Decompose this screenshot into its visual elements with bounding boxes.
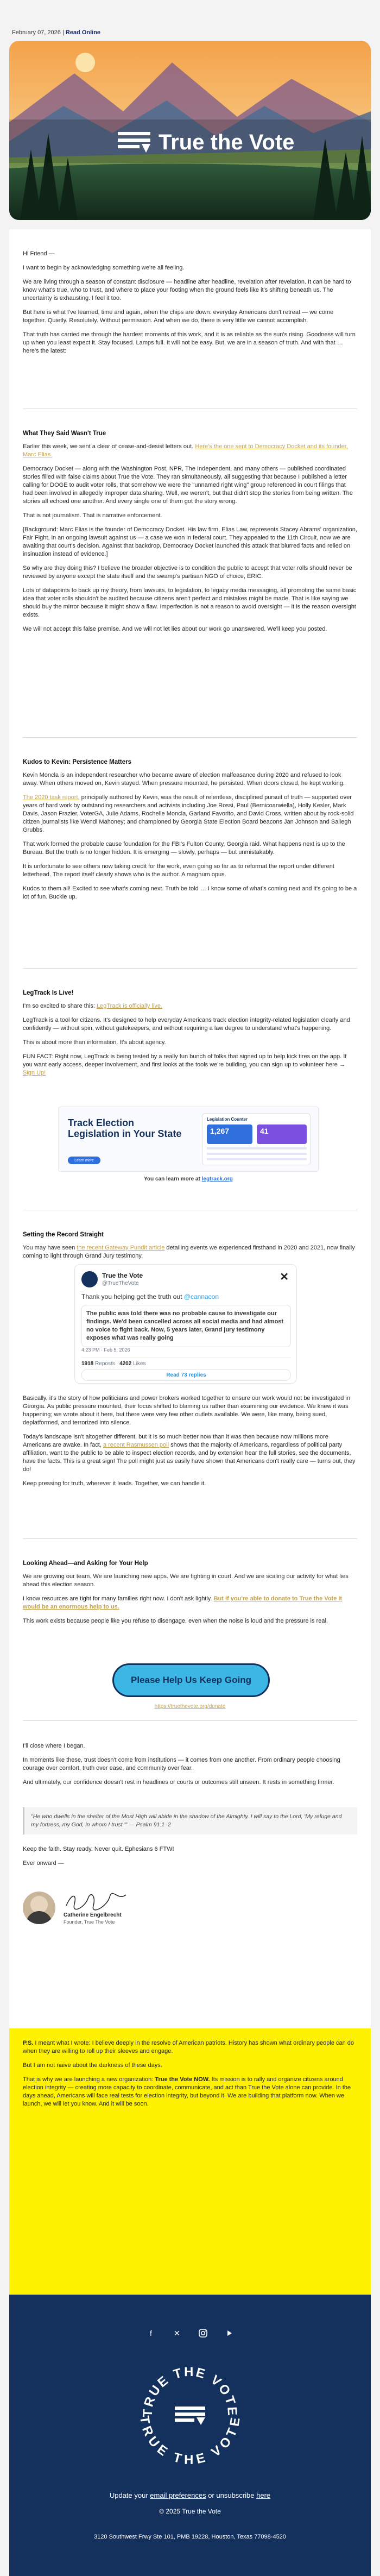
ad-row bbox=[207, 1158, 307, 1160]
intro-section: Hi Friend — I want to begin by acknowledging something we're all feeling. We are living through a season of constant disclosure — headline after headline, revelation after revelation. It can be hard to know what's true, who to trust, and where to place your footing when the ground feels like it's shifting beneath us. The uncertainty is exhausting. I feel it too. But here is what I've learned, time and again, when the chips are down: everyday Americans don't retreat — we come together. Quietly. Resolutely. Without permission. And when we do, there is very little we cannot accomplish. That truth has carried me through the hardest moments of this work, and it is as reliable as the sun's rising. Goodness will turn up when you least expect it. Stay focused. Lamps full. It will not be easy. But, we are in a season of truth. And with that … here's the latest: bbox=[23, 250, 357, 361]
section-record-cont: Basically, it's the story of how politicians and power brokers worked together to ensure our work would not be investigated in Georgia. As public pressure mounted, their focus shifted to blaming us rather than examining our evidence. We knew it was happening; we wrote about it here, but there were very few other outlets available. We were, like many, being sued, deplatformed, and terrorized into silence. Today's landscape isn't altogether different, but it is so much better now than it was then because now millions more Americans are awake. In fact, a recent Rasmussen poll shows that the majority of Americans, regardless of political party affiliation, want to the public to be able to inspect election records, and by extension hear the full stories, see the documents, have the facts. This is a great sign! The poll might just as easily have shown that Americans don't really care — turns out, they do! Keep pressing for truth, wherever it leads. Together, we can handle it. bbox=[23, 1395, 356, 1487]
signer-title: Founder, True The Vote bbox=[64, 1919, 115, 1925]
section-heading: LegTrack Is Live! bbox=[23, 990, 74, 996]
legtrack-site-link[interactable]: legtrack.org bbox=[201, 1176, 233, 1182]
hero-brand: True the Vote bbox=[159, 130, 295, 154]
divider bbox=[23, 1720, 357, 1721]
tweet-stats: 1918 Reposts 4202 Likes bbox=[81, 1357, 291, 1367]
ad-row bbox=[207, 1147, 307, 1149]
copyright: © 2025 True the Vote bbox=[159, 2508, 221, 2515]
email-preferences-link[interactable]: email preferences bbox=[150, 2491, 206, 2499]
closing-section: I'll close where I began. In moments like these, trust doesn't come from institutions — it comes from one another. From ordinary people choosing courage over comfort, truth over ease, and community over fear. And ultimately, our confidence doesn't rest in headlines or courts or outcomes still unseen. It rests in something firmer. bbox=[23, 1743, 340, 1786]
scripture-quote: "He who dwells in the shelter of the Most High will abide in the shadow of the Almighty. I will say to the Lord, 'My refuge and my fortress, my God, in whom I trust.'" — Psalm 91:1–2 bbox=[23, 1807, 357, 1834]
tweet-mention[interactable]: @cannacon bbox=[183, 1293, 219, 1300]
read-online-link[interactable]: Read Online bbox=[65, 29, 101, 36]
seal-logo bbox=[136, 2360, 244, 2468]
donate-button[interactable]: Please Help Us Keep Going bbox=[112, 1663, 270, 1697]
section-heading: Kudos to Kevin: Persistence Matters bbox=[23, 759, 132, 765]
legtrack-live-link[interactable]: LegTrack is officially live. bbox=[97, 1003, 163, 1009]
ad-row bbox=[207, 1153, 307, 1155]
signature-icon bbox=[64, 1890, 129, 1912]
volunteer-signup-link[interactable]: Sign Up! bbox=[23, 1070, 46, 1076]
section-kudos: Kudos to Kevin: Persistence Matters Kevin Moncla is an independent researcher who became aware of election malfeasance during 2020 and refused to look away. When others moved on, Kevin stayed. When pressure mounted, he persisted. When doors closed, he kept working. The 2020 task report, principally authored by Kevin, was the result of relentless, disciplined pursuit of truth — supported over years of hard work by outstanding researchers and activists including Joe Rossi, Paul (Bernicoarwiella), Holly Kesler, Mark Davis, Jason Frazier, VoterGA, Julie Adams, Rochelle Moncla, Garland Favorito, and David Cross, written about by rock-solid citizen journalists like Wendi Mahoney; and championed by Georgia State Election Board beacons Jan Johnson and Sallegh Grubbs. That work formed the probable cause foundation for the FBI's Fulton County, Georgia raid. What happens next is up to the Bureau. But the truth is no longer hidden. It is emerging — slowly, perhaps — but unmistakably. It is unfortunate to see others now taking credit for the work, even going so far as to reformat the report under different letterhead. The report itself clearly shows who is the author. A magnum opus. Kudos to them all! Excited to see what's coming next. Truth be told … I know some of what's coming next and it's going to be a lot of fun. Buckle up. bbox=[23, 759, 357, 900]
ad-title: Track Election Legislation in Your State bbox=[68, 1117, 182, 1139]
section-heading: What They Said Wasn't True bbox=[23, 430, 106, 437]
seal-flag-icon bbox=[175, 2407, 205, 2425]
signer-avatar bbox=[23, 1892, 55, 1924]
section-heading: Looking Ahead—and Asking for Your Help bbox=[23, 1560, 148, 1567]
ps-label: P.S. bbox=[23, 2040, 34, 2046]
divider bbox=[23, 968, 357, 969]
social-links bbox=[9, 2327, 371, 2339]
tweet-handle: @TrueTheVote bbox=[102, 1280, 139, 1286]
ad-caption: You can learn more at legtrack.org bbox=[144, 1176, 233, 1182]
rasmussen-link[interactable]: a recent Rasmussen poll bbox=[103, 1442, 169, 1448]
greeting: Hi Friend — bbox=[23, 250, 55, 257]
mailing-address: 3120 Southwest Frwy Ste 101, PMB 19228, Houston, Texas 77098-4520 bbox=[94, 2534, 286, 2540]
preferences-line: Update your email preferences or unsubscribe here bbox=[109, 2491, 271, 2499]
ps-section: P.S. I meant what I wrote: I believe deeply in the resolve of American patriots. History has shown what ordinary people can do when they are willing to roll up their sleeves and engage. But I am not naive about the darkness of these days. That is why we are launching a new organization: True the Vote NOW. Its mission is to rally and organize citizens around election integrity — creating more capacity to coordinate, communicate, and act than True the Vote alone can provide. In the days ahead, Americans will face real tests for election integrity, but beyond it. We are building that platform now. When we launch, we will let you know. And it will be soon. bbox=[9, 2028, 371, 2295]
donate-text-link[interactable]: But if you're able to donate to True the Vote it would be an enormous help to us. bbox=[23, 1595, 343, 1610]
tweet-time: 4:23 PM · Feb 5, 2026 bbox=[81, 1347, 130, 1353]
facebook-icon[interactable]: f bbox=[150, 2329, 152, 2338]
embedded-tweet[interactable] bbox=[74, 1264, 297, 1384]
legtrack-ad[interactable] bbox=[58, 1107, 319, 1188]
rumble-icon[interactable] bbox=[223, 2327, 235, 2339]
tweet-line1: Thank you helping get the truth out @cannacon bbox=[81, 1293, 219, 1300]
gateway-pundit-link[interactable]: the recent Gateway Pundit article bbox=[77, 1245, 165, 1251]
svg-text:TRUE THE VOTE bbox=[137, 2415, 243, 2467]
ad-learn-more-button[interactable]: Learn more bbox=[68, 1157, 100, 1164]
section-not-true: What They Said Wasn't True Earlier this week, we sent a clear of cease-and-desist letters out. Here's the one sent to Democracy Docket and its founder, Marc Elias. Democracy Docket — along with the Washington Post, NPR, The Independent, and many others — published coordinated stories filled with false claims about True the Vote. They ran simultaneously, all suggesting that because I published a letter calling for DOGE to audit voter rolls, that somehow we were the "unnamed right wing" group referenced in court filings that had been involved in allegedly improper data sharing. Well, we weren't, but that didn't stop the stories from being written. The stories all echoed one another. And every single one of them got the story wrong. That is not journalism. That is narrative enforcement. [Background: Marc Elias is the founder of Democracy Docket. His law firm, Elias Law, represents Stacey Abrams' organization, Fair Fight, in an ongoing lawsuit against us — a case we won in federal court. They appealed to the 11th Circuit, now we are awaiting that court's decision. Against that backdrop, Democracy Docket launched this attack that blurred facts and relied on insinuation instead of evidence.] So why are they doing this? I believe the broader objective is to condition the public to accept that voter rolls should never be reviewed by anyone except the state itself and the swamp's partisan NGO of choice, ERIC. Lots of datapoints to back up my theory, from lawsuits, to legislation, to legacy media messaging, all promoting the same basic idea that voter rolls shouldn't be audited because citizens aren't perfect and mistakes might be made. That is like saying we should buy the mirror because it might show a flaw. Imperfection is not a reason to avoid oversight — it is the reason oversight exists. We will not accept this false premise. And we will not let lies about our work go unanswered. We'll keep you posted. bbox=[23, 430, 357, 632]
task-report-link[interactable]: The 2020 task report, bbox=[23, 794, 80, 801]
header-bar: February 07, 2026 | Read Online bbox=[12, 29, 101, 36]
ad-subtitle: Legislation Counter bbox=[207, 1117, 248, 1122]
donate-url-link[interactable]: https://truethevote.org/donate bbox=[154, 1704, 226, 1710]
section-heading: Setting the Record Straight bbox=[23, 1232, 104, 1238]
ad-count-b: 41 bbox=[257, 1124, 307, 1144]
ad-count-a: 1,267 bbox=[207, 1124, 252, 1144]
section-help: Looking Ahead—and Asking for Your Help We are growing our team. We are launching new apps. We are fighting in court. And we are scaling our activity for what lies ahead this election season. I know resources are tight for many families right now. I don't ask lightly. But if you're able to donate to True the Vote it would be an enormous help to us. This work exists because people like you refuse to disengage, even when the noise is loud and the pressure is real. bbox=[23, 1560, 357, 1631]
tweet-quote: The public was told there was no probable cause to investigate our findings. We'd been cancelled across all social media and had almost no voice to fight back. Now, 5 years later, Grand jury testimony exposes what was really going bbox=[81, 1305, 291, 1347]
seal-text-bottom: TRUE THE VOTE bbox=[136, 2415, 244, 2467]
x-icon[interactable]: ✕ bbox=[174, 2328, 180, 2338]
divider bbox=[23, 1538, 357, 1539]
signoff: Ever onward — bbox=[23, 1860, 64, 1867]
closing-end: Keep the faith. Stay ready. Never quit. Ephesians 6 FTW! Ever onward — bbox=[23, 1845, 357, 1874]
divider bbox=[23, 737, 357, 738]
donate-url bbox=[23, 1704, 357, 1710]
x-logo-icon: ✕ bbox=[280, 1271, 289, 1283]
email-date: February 07, 2026 bbox=[12, 29, 61, 36]
read-replies-button[interactable]: Read 73 replies bbox=[81, 1369, 291, 1381]
tweet-avatar bbox=[81, 1271, 98, 1287]
tweet-name: True the Vote bbox=[102, 1272, 143, 1279]
instagram-icon[interactable] bbox=[197, 2327, 209, 2339]
section-record: Setting the Record Straight You may have seen the recent Gateway Pundit article detailing events we experienced firsthand in 2020 and 2021, now finally coming to light through Grand Jury testimony. bbox=[23, 1232, 357, 1266]
unsubscribe-link[interactable]: here bbox=[256, 2491, 271, 2499]
footer bbox=[9, 2295, 371, 2576]
hero-banner bbox=[9, 41, 371, 220]
signer-name: Catherine Engelbrecht bbox=[64, 1912, 122, 1918]
seal-text-top: TRUE THE VOTE bbox=[140, 2364, 240, 2418]
ad-screen bbox=[202, 1113, 311, 1165]
letter-link[interactable]: Here's the one sent to Democracy Docket and its founder, Marc Elias. bbox=[23, 443, 348, 458]
email-body bbox=[9, 229, 371, 2028]
section-legtrack: LegTrack Is Live! I'm so excited to share this: LegTrack is officially live. LegTrack is a tool for citizens. It's designed to help everyday Americans track election integrity-related legislation clearly and confidently — without spin, without gatekeepers, and without requiring a law degree to understand what's happening. This is about more than information. It's about agency. FUN FACT: Right now, LegTrack is being tested by a really fun bunch of folks that signed up to help kick tires on the app. If you want early access, deeper involvement, and first looks at the tools we're building, you can sign up to volunteer here → Sign Up! bbox=[23, 990, 357, 1083]
